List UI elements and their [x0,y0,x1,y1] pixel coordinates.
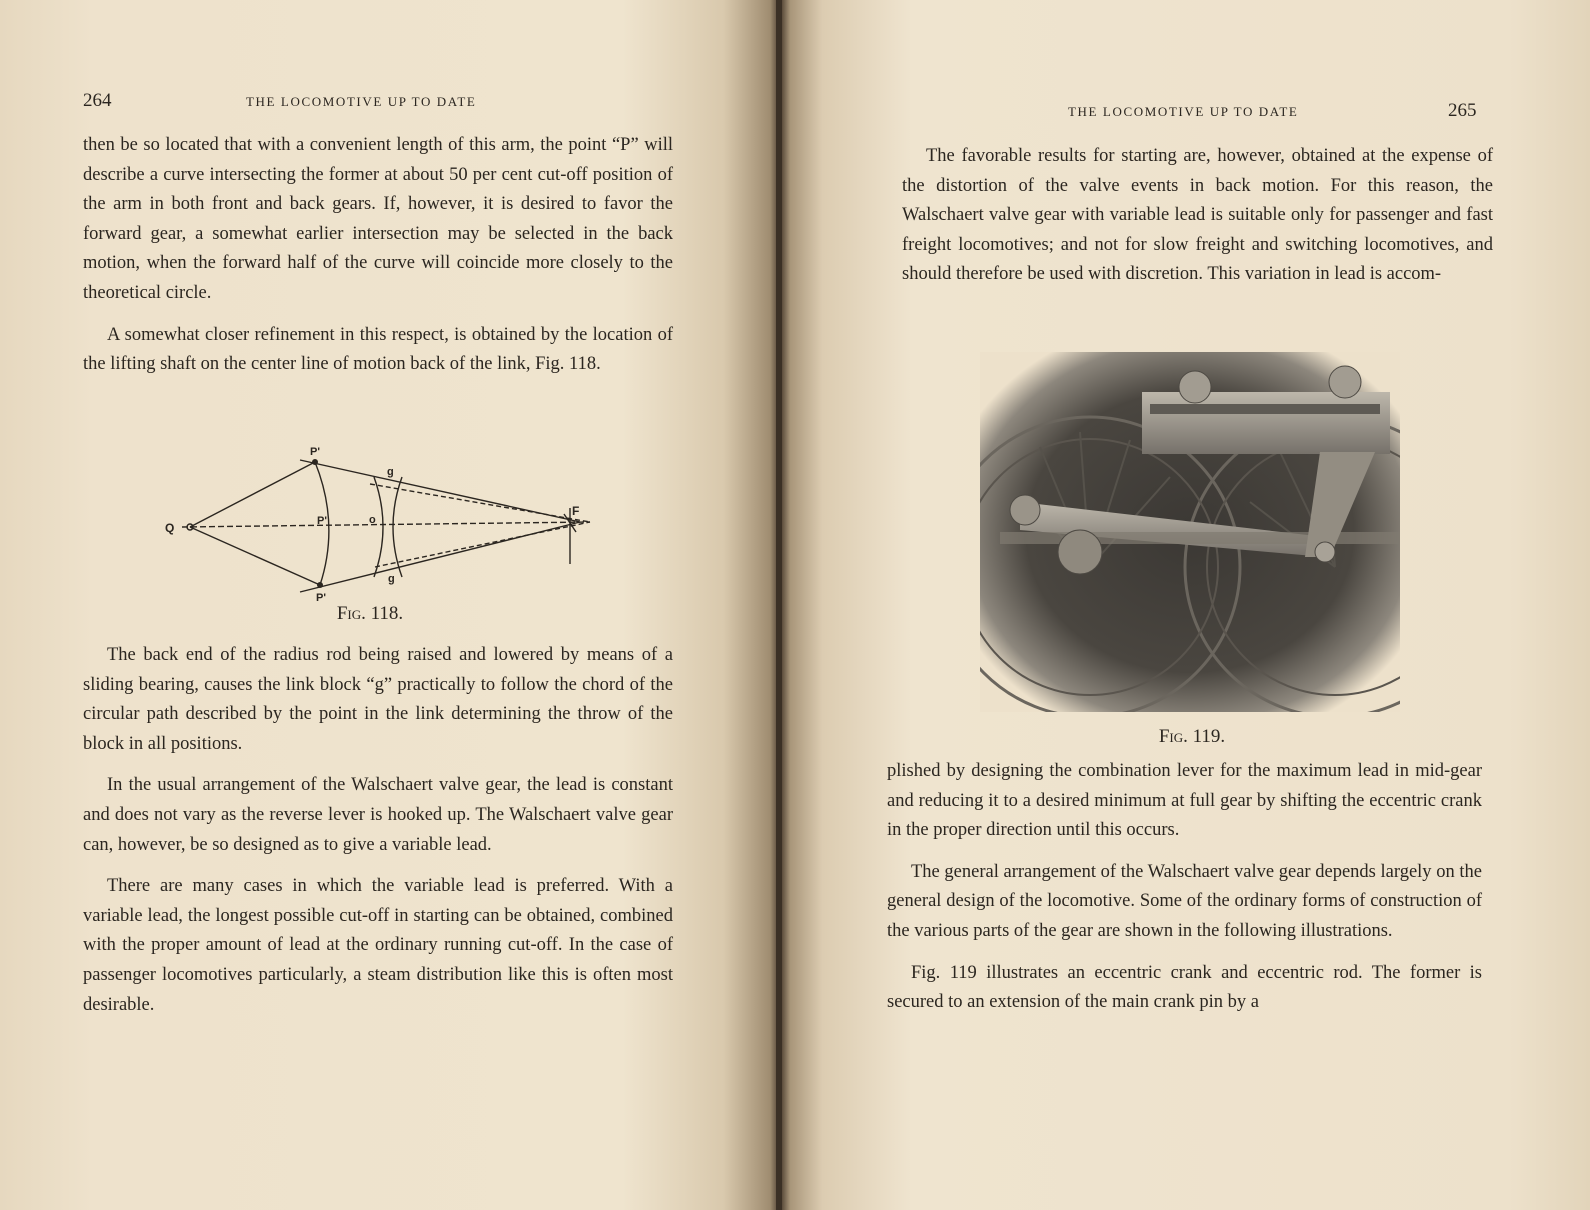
paragraph: The general arrangement of the Walschaert valve gear depends largely on the general design of the locomotive. Some of the ordinary forms of construction of the various parts of the gear are shown in the following illustrations. [887,861,1482,941]
label-p-top: P' [310,446,320,458]
paragraph: In the usual arrangement of the Walschaert valve gear, the lead is constant and does not vary as the reverse lever is hooked up. The Walschaert valve gear can, however, be so designed as to give a variable lead. [83,775,673,855]
caption-number: 119. [1192,726,1226,747]
label-p-bottom: P' [316,592,326,604]
paragraph: The back end of the radius rod being raised and lowered by means of a sliding bearing, causes the link block “g” practically to follow the chord of the circular path described by the point in the link determining the throw of the block in all positions. [83,645,673,754]
bracket-bolt-left [1179,371,1211,403]
crosshead-guide-bracket [1142,392,1390,454]
lower-rod-line [300,522,580,592]
caption-number: 118. [370,603,404,624]
fig-118-diagram [160,442,600,607]
right-page [782,0,1590,1210]
crank-pin-left [1010,495,1040,525]
caption-prefix: Fig. [1158,726,1188,747]
running-head: THE LOCOMOTIVE UP TO DATE [246,94,477,109]
paragraph: plished by designing the combination lever for the maximum lead in mid-gear and reducing it to a desired minimum at full gear by shifting the eccentric crank in the proper direction until this occurs. [887,761,1482,841]
paragraph: A somewhat closer refinement in this respect, is obtained by the location of the lifting shaft on the center line of motion back of the link, Fig. 118. [83,324,673,375]
paragraph: Fig. 119 illustrates an eccentric crank and eccentric rod. The former is secured to an extension of the main crank pin by a [887,962,1482,1013]
label-o: o [369,514,376,526]
left-text-bottom [83,641,673,1020]
paragraph: There are many cases in which the variable lead is preferred. With a variable lead, the longest possible cut-off in starting can be obtained, combined with the proper amount of lead at the ordinary running cut-off. In the case of passenger locomotives particularly, a steam distribution like this is often most desirable. [83,876,673,1015]
paragraph: then be so located that with a convenient length of this arm, the point “P” will describe a curve intersecting the former at about 50 per cent cut-off position of the arm in both front and back gears. If, however, it is desired to favor the forward gear, a somewhat earlier intersection may be selected in the back motion, when the forward half of the curve will coincide more closely to the theoretical circle. [83,135,673,303]
lower-arm-line [190,527,320,585]
label-q: Q [165,521,175,535]
bottom-point [317,582,323,588]
eccentric-crank [1058,530,1102,574]
fig-118-caption [280,603,460,625]
bracket-slot [1150,404,1380,414]
label-g-top: g [387,466,394,478]
left-text-top [83,131,673,380]
caption-prefix: Fig. [336,603,366,624]
fig-119-photo [980,352,1400,712]
label-f: F [572,504,580,518]
fig-119-caption [1122,726,1262,748]
paragraph: The favorable results for starting are, however, obtained at the expense of the distortion of the valve events in back motion. For this reason, the Walschaert valve gear with variable lead is suitable only for passenger and fast freight locomotives; and not for slow freight and switching locomotives, and should therefore be used with discretion. This variation in lead is accom- [902,146,1493,285]
label-p-mid: P' [317,515,327,527]
page-number: 265 [1448,100,1477,121]
right-text-top [902,142,1493,290]
right-text-bottom [887,757,1482,1018]
upper-arm-line [190,462,315,527]
running-head: THE LOCOMOTIVE UP TO DATE [1068,104,1299,119]
top-point [312,459,318,465]
page-number: 264 [83,90,112,111]
bracket-bolt-right [1329,366,1361,398]
center-line [182,522,590,527]
left-page [0,0,778,1210]
rod-end-pin [1315,542,1335,562]
label-g-bottom: g [388,573,395,585]
lower-dashed-line [375,522,590,567]
path-arc-1 [374,477,383,577]
